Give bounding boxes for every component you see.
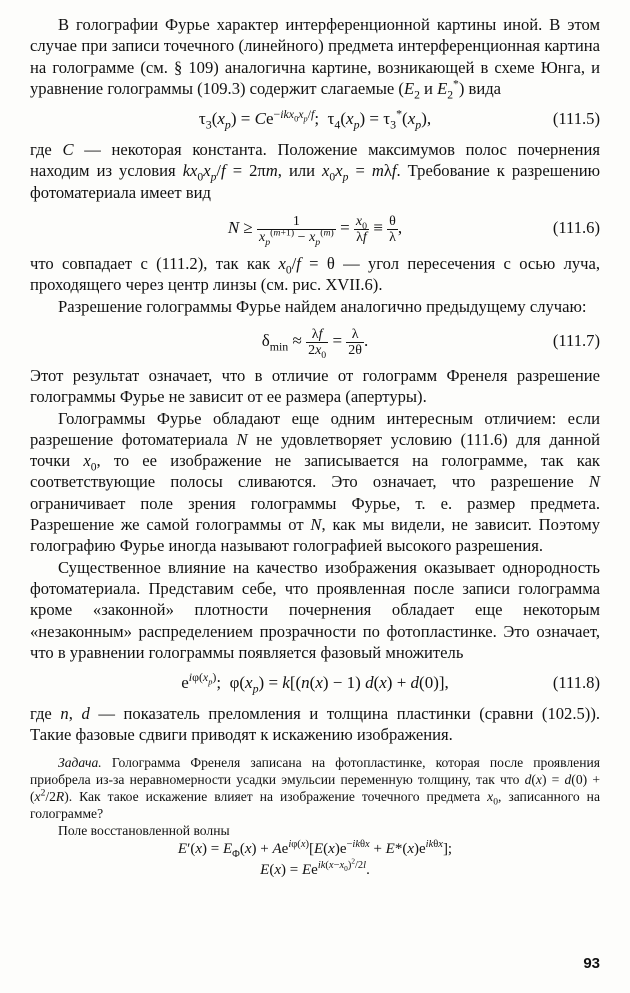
equation-111-6-body: N ≥ $\frac{1}{x_p^{(m+1)} - x_p^{(m)}}$ = $\frac{x_0}{\lambda f}$ ≡ $\frac{\theta}{\lambda}$ ,	[227, 213, 403, 248]
equation-point-source: $E(x) = Ee^{ik(x-x_0)^2/2l}$.	[260, 856, 370, 878]
paragraph-6: Голограммы Фурье обладают еще одним интересным отличием: если разрешение фотоматериала N не удовлетворяет условию (111.6) для данной точки $x_0$, то ее изображение не записывается на голограмме, так как соответствующие полосы сливаются. Это означает, что разрешение N ограничивает поле зрения голограммы Фурье, т. е. размер предмета. Разрешение же самой голограммы от N, как мы видели, не зависит. Поэтому голографию Фурье иногда называют голографией высокого разрешения.	[30, 408, 601, 556]
paragraph-1: В голографии Фурье характер интерференционной картины иной. В этом случае при записи точечного (линейного) предмета интерференционная картина на голограмме (см. § 109) аналогична картине, возникающей в схеме Юнга, и уравнение голограммы (109.3) содержит слагаемые ($E_2$ и $E_2^*$) вида	[30, 15, 600, 102]
task-block	[30, 754, 600, 881]
paragraph-5: Этот результат означает, что в отличие от голограмм Френеля разрешение голограммы Фурье не зависит от ее размера (апертуры).	[30, 365, 600, 407]
equation-111-5	[30, 99, 600, 139]
equation-111-7-body: $\delta_{min}$ ≈ $\frac{\lambda f}{2x_0}$ = $\frac{\lambda}{2\theta}$ .	[261, 326, 369, 361]
equation-111-6	[30, 203, 600, 253]
field-intro: Поле восстановленной волны	[58, 822, 230, 838]
equation-111-7	[30, 317, 600, 365]
page-body	[30, 14, 600, 881]
equation-111-8-body: $e^{i\varphi(x_p)}$; $\varphi(x_p) = k[(n(x) - 1) d(x) + d(0)]$,	[181, 670, 449, 696]
paragraph-2: где C — некоторая константа. Положение максимумов полос почернения находим из условия $kx_0x_p/f = 2\pi m$, или $x_0x_p = m\lambda f$. Требование к разрешению фотоматериала имеет вид	[30, 140, 600, 202]
task-label: Задача.	[58, 754, 102, 770]
equation-111-5-body: $\tau_3(x_p) = Ce^{-ikx_0x_p/f}$; $\tau_4(x_p) = \tau_3^*(x_p)$,	[198, 106, 432, 132]
equation-number: (111.6)	[552, 218, 600, 238]
equation-number: (111.8)	[552, 673, 600, 693]
equation-111-8	[30, 663, 600, 703]
paragraph-3: что совпадает с (111.2), так как $x_0/f = \theta$ — угол пересечения с осью луча, проходящего через центр линзы (см. рис. XVII.6).	[30, 254, 601, 295]
paragraph-7: Существенное влияние на качество изображения оказывает однородность фотоматериала. Представим себе, что проявленная после записи голограмма кроме «законной» плотности почернения обладает еще некоторым «незаконным» распределением прозрачности по фотопластинке. Это означает, что в уравнении голограммы появляется фазовый множитель	[30, 557, 600, 662]
task-text: Задача. Голограмма Френеля записана на фотопластинке, которая после проявления приобрела из-за неравномерности усадки эмульсии переменную толщину, так что $d(x) = d(0) + (x^2/2R)$. Как такое искажение влияет на изображение точечного предмета $x_0$, записанного на голограмме?	[30, 754, 600, 821]
page-number: 93	[583, 955, 600, 972]
equation-number: (111.5)	[552, 109, 600, 129]
equation-number: (111.7)	[552, 330, 600, 350]
paragraph-4: Разрешение голограммы Фурье найдем аналогично предыдущему случаю:	[58, 296, 587, 316]
equation-field: $E'(x) = E_\Phi(x) + Ae^{i\varphi(x)}[E(x)e^{-ik\theta x} + E*(x)e^{ik\theta x}]$;	[177, 838, 453, 860]
paragraph-8: где n, d — показатель преломления и толщина пластинки (сравни (102.5)). Такие фазовые сдвиги приводят к искажению изображения.	[30, 704, 600, 745]
